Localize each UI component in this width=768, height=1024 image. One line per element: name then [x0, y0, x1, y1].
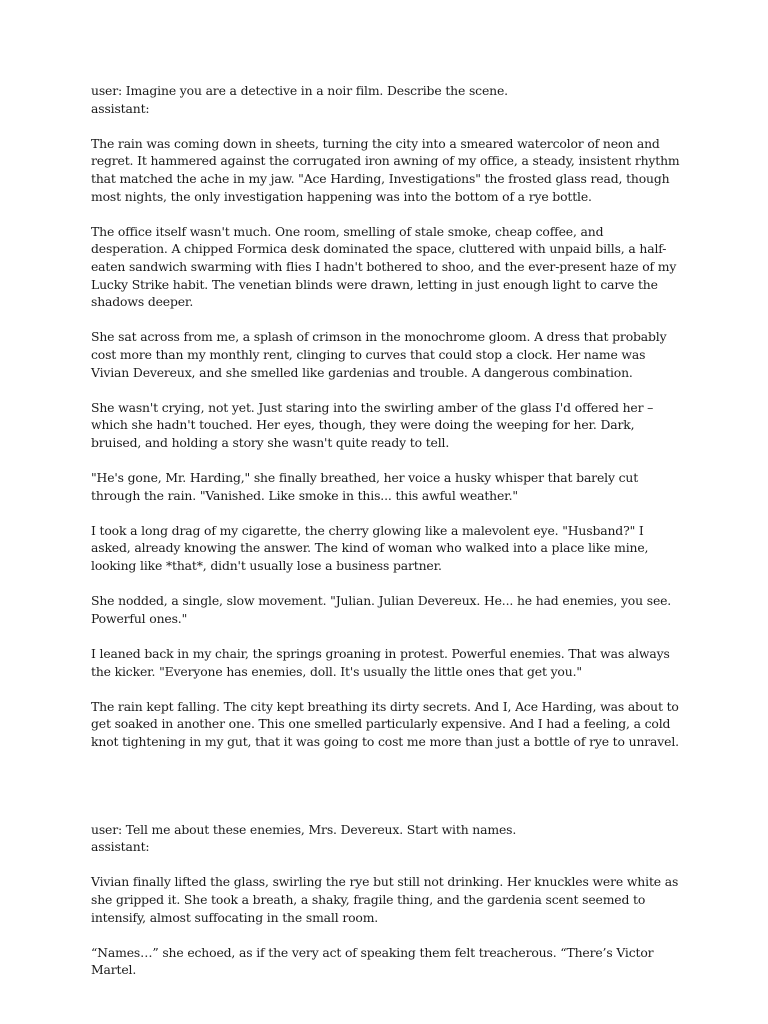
paragraph: She nodded, a single, slow movement. "Julian. Julian Devereux. He... he had enemies, you see. Powerful ones." [91, 593, 672, 626]
paragraph: I leaned back in my chair, the springs groaning in protest. Powerful enemies. That was always the kicker. "Everyone has enemies, doll. It's usually the little ones that get you." [91, 646, 670, 679]
paragraph: The rain kept falling. The city kept breathing its dirty secrets. And I, Ace Harding, was about to get soaked in another one. This one smelled particularly expensive. And I had a feeling, a cold knot tightening in my gut, that it was going to cost me more than just a bottle of rye to unravel. [91, 698, 679, 749]
user-prompt: user: Tell me about these enemies, Mrs. Devereux. Start with names. [91, 821, 517, 837]
paragraph: I took a long drag of my cigarette, the cherry glowing like a malevolent eye. "Husband?" I asked, already knowing the answer. The kind of woman who walked into a place like mine, looking like *that*, didn't usually lose a business partner. [91, 522, 649, 574]
section-gap [91, 751, 683, 821]
assistant-label: assistant: [91, 100, 150, 116]
turn-1 [91, 82, 683, 751]
paragraph: “Names…” she echoed, as if the very act of speaking them felt treacherous. “There’s Victor Martel. [91, 944, 654, 978]
paragraph: Vivian finally lifted the glass, swirling the rye but still not drinking. Her knuckles were white as she gripped it. She took a breath, a shaky, fragile thing, and the gardenia scent seemed to intensify, almost suffocating in the small room. [91, 874, 679, 925]
paragraph: "He's gone, Mr. Harding," she finally breathed, her voice a husky whisper that barely cut through the rain. "Vanished. Like smoke in this... this awful weather." [91, 470, 639, 503]
document-page [91, 82, 683, 979]
turn-2 [91, 821, 683, 979]
paragraph: The rain was coming down in sheets, turning the city into a smeared watercolor of neon and regret. It hammered against the corrugated iron awning of my office, a steady, insistent rhythm that matched the ache in my jaw. "Ace Harding, Investigations" the frosted glass read, though most nights, the only investigation happening was into the bottom of a rye bottle. [91, 135, 680, 204]
paragraph: The office itself wasn't much. One room, smelling of stale smoke, cheap coffee, and desperation. A chipped Formica desk dominated the space, cluttered with unpaid bills, a half-eaten sandwich swarming with flies I hadn't bothered to shoo, and the ever-present haze of my Lucky Strike habit. The venetian blinds were drawn, letting in just enough light to carve the shadows deeper. [91, 223, 677, 310]
paragraph: She wasn't crying, not yet. Just staring into the swirling amber of the glass I'd offered her – which she hadn't touched. Her eyes, though, they were doing the weeping for her. Dark, bruised, and holding a story she wasn't quite ready to tell. [91, 399, 654, 450]
paragraph: She sat across from me, a splash of crimson in the monochrome gloom. A dress that probably cost more than my monthly rent, clinging to curves that could stop a clock. Her name was Vivian Devereux, and she smelled like gardenias and trouble. A dangerous combination. [91, 329, 667, 380]
user-prompt: user: Imagine you are a detective in a noir film. Describe the scene. [91, 83, 508, 98]
assistant-label: assistant: [91, 839, 150, 855]
